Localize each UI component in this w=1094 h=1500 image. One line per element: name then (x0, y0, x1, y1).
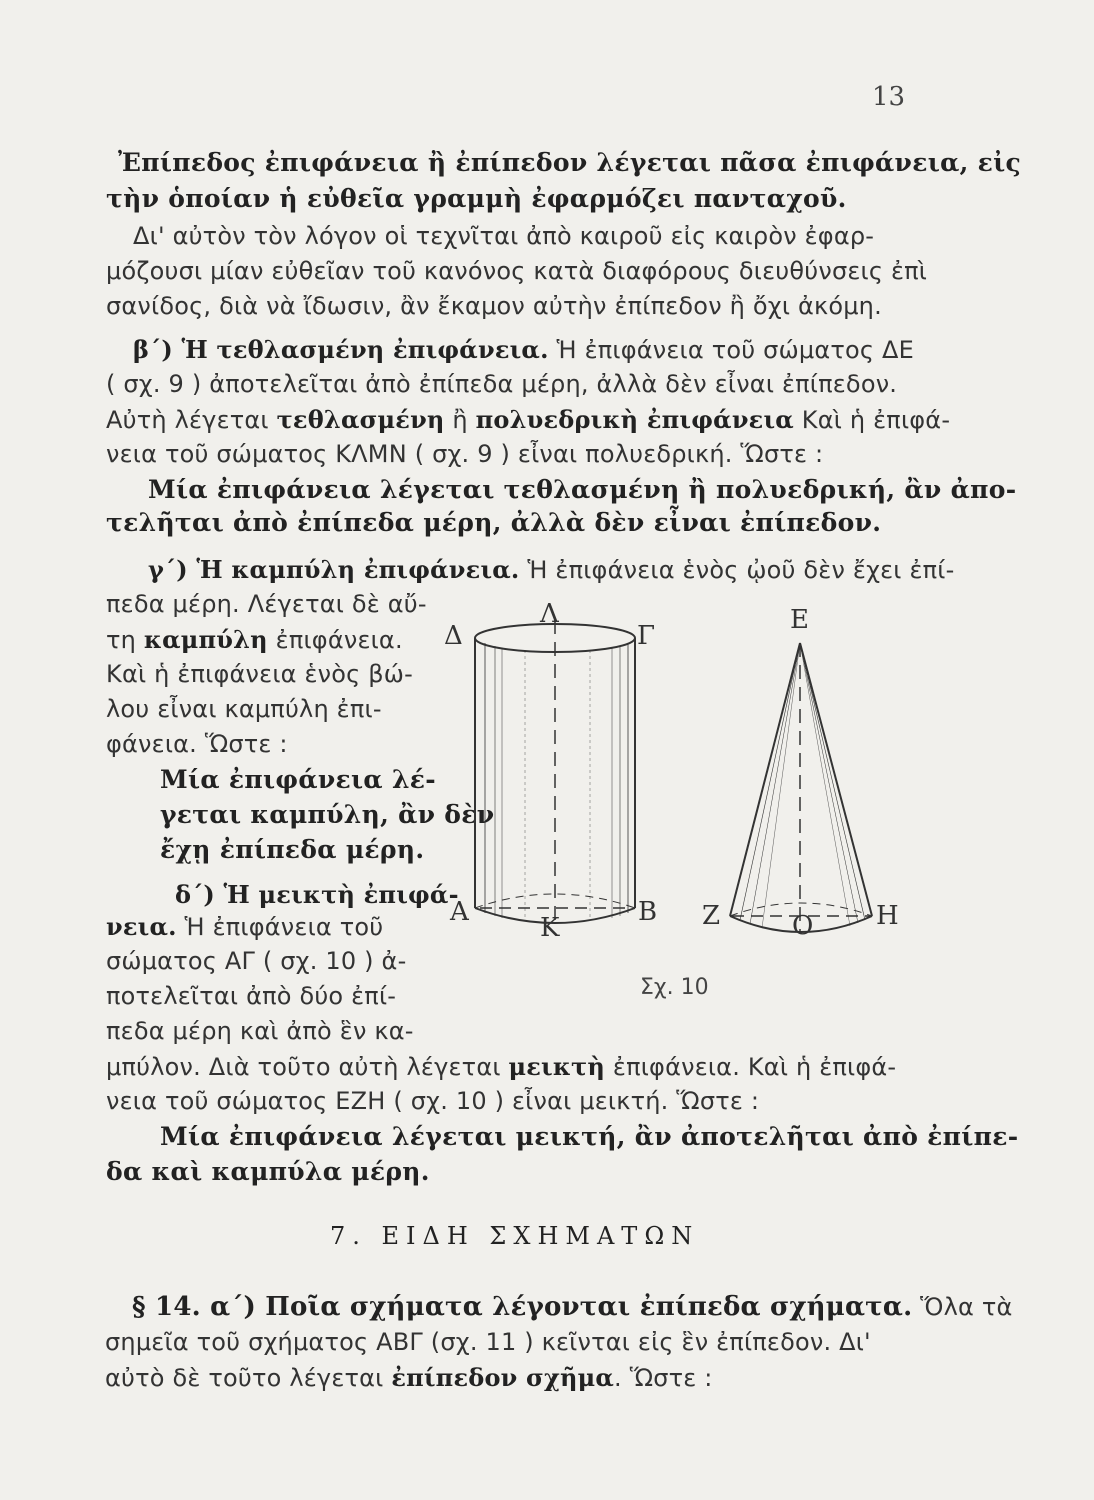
text-run: Καὶ ἡ ἐπιφάνεια ἑνὸς βώ- (106, 660, 413, 688)
text-run: ποτελεῖται ἀπὸ δύο ἐπί- (106, 982, 397, 1010)
text-run: πεδα μέρη. Λέγεται δὲ αὔ- (106, 590, 427, 618)
figure-10-drawing (440, 598, 910, 1008)
bold-term: τελῆται ἀπὸ ἐπίπεδα μέρη, ἀλλὰ δὲν εἶναι ἐπίπεδον. (106, 508, 882, 537)
section-14-text-c: . Ὥστε : (614, 1364, 713, 1392)
text-line (118, 148, 1021, 177)
section-14-text: Ὅλα τὰ (912, 1293, 1013, 1321)
text-line (175, 880, 459, 909)
label-gamma: Γ (637, 621, 656, 651)
text-run: μπύλον. Διὰ τοῦτο αὐτὴ λέγεται (106, 1053, 509, 1081)
text-line (106, 1157, 430, 1186)
text-line (106, 660, 413, 688)
text-run: τη (106, 626, 144, 654)
text-run: φάνεια. Ὥστε : (106, 730, 288, 758)
text-line (106, 508, 881, 537)
text-line (106, 1017, 414, 1045)
cylinder-drawing (475, 620, 635, 928)
text-line (160, 835, 424, 864)
text-line (106, 947, 406, 975)
bold-term: Μία ἐπιφάνεια λέγεται τεθλασμένη ἢ πολυεδρική, ἂν ἀπο- (148, 475, 1017, 504)
bold-term: νεια. (106, 912, 177, 941)
figure-10 (440, 598, 910, 1008)
bold-term: ἔχῃ ἐπίπεδα μέρη. (160, 835, 425, 864)
text-run: πεδα μέρη καὶ ἀπὸ ἓν κα- (106, 1017, 414, 1045)
text-run: σώματος ΑΓ ( σχ. 10 ) ἀ- (106, 947, 407, 975)
text-run: Ἡ ἐπιφάνεια τοῦ (176, 913, 384, 941)
bold-term: γεται καμπύλη, ἂν δὲν (160, 800, 495, 829)
text-run: Δι' αὐτὸν τὸν λόγον οἱ τεχνῖται ἀπὸ καιροῦ εἰς καιρὸν ἐφαρ- (133, 222, 875, 250)
text-run: λου εἶναι καμπύλη ἐπι- (106, 695, 382, 723)
bold-term: πολυεδρικὴ ἐπιφάνεια (475, 405, 794, 434)
label-omicron: Ο (792, 911, 814, 941)
bold-term: β΄) Ἡ τεθλασμένη ἐπιφάνεια. (133, 335, 549, 364)
bold-term: Μία ἐπιφάνεια λέ- (160, 765, 436, 794)
bold-term: τεθλασμένη (276, 405, 445, 434)
cone-drawing (730, 643, 872, 933)
text-line (148, 475, 1016, 504)
text-line (106, 440, 823, 468)
bold-term: Μία ἐπιφάνεια λέγεται μεικτή, ἂν ἀποτελῆται ἀπὸ ἐπίπε- (160, 1122, 1019, 1151)
section-14-title: § 14. α΄) Ποῖα σχήματα λέγονται ἐπίπεδα σχήματα. (132, 1292, 913, 1322)
section-14-text-a: αὐτὸ δὲ τοῦτο λέγεται (105, 1364, 392, 1392)
text-line (106, 1052, 896, 1081)
text-run: Καὶ ἡ ἐπιφά- (793, 406, 951, 434)
label-eta: Η (876, 901, 899, 931)
bold-term: τὴν ὁποίαν ἡ εὐθεῖα γραμμὴ ἐφαρμόζει πανταχοῦ. (106, 184, 847, 213)
section-14-line-2: σημεῖα τοῦ σχήματος ΑΒΓ (σχ. 11 ) κεῖνται εἰς ἓν ἐπίπεδον. Δι' (105, 1328, 871, 1356)
text-line (160, 1122, 1018, 1151)
section-14-line-3 (105, 1363, 713, 1392)
text-line (106, 1087, 759, 1115)
section-14-line-1 (132, 1292, 1013, 1322)
text-line (106, 590, 427, 618)
section-heading: 7. ΕΙΔΗ ΣΧΗΜΑΤΩΝ (330, 1222, 700, 1250)
text-line (106, 292, 882, 320)
text-line (106, 405, 950, 434)
label-lambda: Λ (540, 599, 559, 629)
text-run: ἐπιφάνεια. (267, 626, 403, 654)
text-run: ( σχ. 9 ) ἀποτελεῖται ἀπὸ ἐπίπεδα μέρη, ἀλλὰ δὲν εἶναι ἐπίπεδον. (106, 370, 898, 398)
text-line (106, 625, 403, 654)
label-beta: Β (638, 897, 658, 927)
bold-term: Ἐπίπεδος ἐπιφάνεια ἢ ἐπίπεδον λέγεται πᾶσα ἐπιφάνεια, εἰς (118, 148, 1022, 177)
text-run: μόζουσι μίαν εὐθεῖαν τοῦ κανόνος κατὰ διαφόρους διευθύνσεις ἐπὶ (106, 257, 928, 285)
text-run: νεια τοῦ σώματος ΕΖΗ ( σχ. 10 ) εἶναι μεικτή. Ὥστε : (106, 1087, 760, 1115)
label-zeta: Ζ (702, 901, 721, 931)
figure-caption: Σχ. 10 (640, 975, 709, 1000)
text-line (148, 555, 954, 584)
text-run: Ἡ ἐπιφάνεια τοῦ σώματος ΔΕ (548, 336, 914, 364)
text-run: Αὐτὴ λέγεται (106, 406, 277, 434)
text-run: νεια τοῦ σώματος ΚΛΜΝ ( σχ. 9 ) εἶναι πολυεδρική. Ὥστε : (106, 440, 824, 468)
label-alpha: Α (450, 897, 469, 927)
text-line (133, 335, 914, 364)
bold-term: δ΄) Ἡ μεικτὴ ἐπιφά- (175, 880, 459, 909)
page-number: 13 (872, 82, 906, 112)
text-line (106, 982, 396, 1010)
label-epsilon: Ε (790, 605, 809, 635)
bold-term: γ΄) Ἡ καμπύλη ἐπιφάνεια. (148, 555, 520, 584)
text-line (106, 912, 383, 941)
label-delta: Δ (444, 621, 463, 651)
text-line (160, 765, 436, 794)
bold-term: δα καὶ καμπύλα μέρη. (106, 1157, 430, 1186)
text-line (106, 730, 288, 758)
text-line (106, 184, 847, 213)
text-line (133, 222, 874, 250)
bold-term: μεικτὴ (508, 1052, 606, 1081)
text-line (106, 695, 382, 723)
label-kappa: Κ (540, 913, 560, 943)
text-run: σανίδος, διὰ νὰ ἴδωσιν, ἂν ἔκαμον αὐτὴν ἐπίπεδον ἢ ὄχι ἀκόμη. (106, 292, 882, 320)
text-run: ἐπιφάνεια. Καὶ ἡ ἐπιφά- (605, 1053, 897, 1081)
text-run: Ἡ ἐπιφάνεια ἑνὸς ᾠοῦ δὲν ἔχει ἐπί- (519, 556, 955, 584)
text-run: ἢ (444, 406, 476, 434)
text-line (106, 370, 897, 398)
section-14-term: ἐπίπεδον σχῆμα (391, 1363, 615, 1392)
bold-term: καμπύλη (143, 625, 268, 654)
text-line (106, 257, 927, 285)
